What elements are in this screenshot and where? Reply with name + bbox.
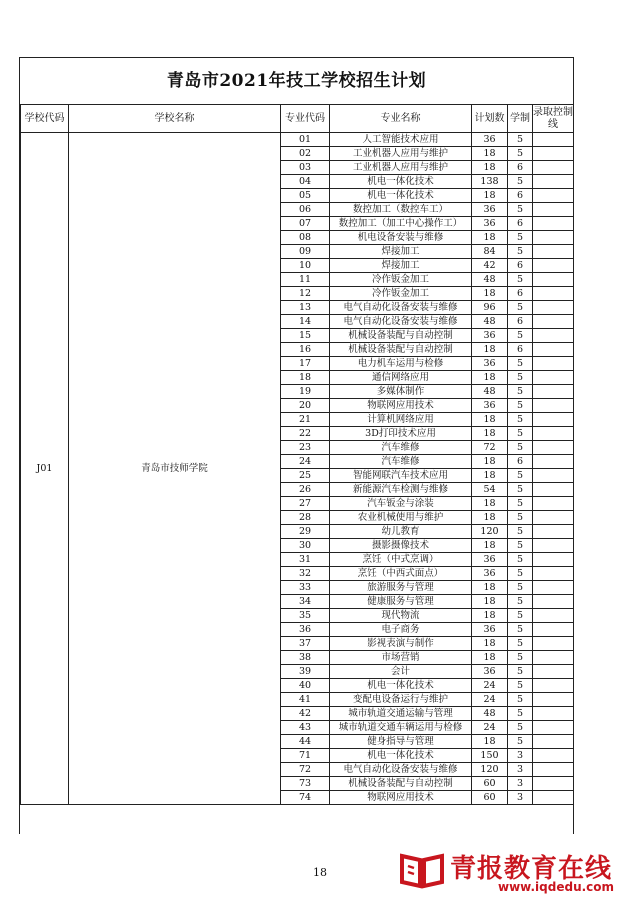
duration-cell: 5	[508, 231, 533, 245]
major-name-cell: 工业机器人应用与维护	[330, 147, 472, 161]
plan-count-cell: 36	[472, 623, 508, 637]
major-code-cell: 14	[281, 315, 330, 329]
header-major-code: 专业代码	[281, 105, 330, 133]
major-code-cell: 33	[281, 581, 330, 595]
plan-count-cell: 36	[472, 665, 508, 679]
duration-cell: 5	[508, 581, 533, 595]
score-line-cell	[533, 399, 574, 413]
plan-count-cell: 18	[472, 539, 508, 553]
duration-cell: 5	[508, 679, 533, 693]
major-name-cell: 冷作钣金加工	[330, 273, 472, 287]
plan-count-cell: 18	[472, 511, 508, 525]
plan-count-cell: 36	[472, 357, 508, 371]
duration-cell: 3	[508, 777, 533, 791]
plan-count-cell: 42	[472, 259, 508, 273]
major-name-cell: 数控加工（数控车工）	[330, 203, 472, 217]
major-code-cell: 40	[281, 679, 330, 693]
major-code-cell: 17	[281, 357, 330, 371]
duration-cell: 5	[508, 399, 533, 413]
duration-cell: 6	[508, 287, 533, 301]
major-code-cell: 16	[281, 343, 330, 357]
score-line-cell	[533, 273, 574, 287]
major-code-cell: 18	[281, 371, 330, 385]
duration-cell: 5	[508, 441, 533, 455]
major-code-cell: 43	[281, 721, 330, 735]
score-line-cell	[533, 175, 574, 189]
major-code-cell: 73	[281, 777, 330, 791]
duration-cell: 5	[508, 469, 533, 483]
duration-cell: 5	[508, 357, 533, 371]
header-score-line: 录取控制线	[533, 105, 574, 133]
score-line-cell	[533, 595, 574, 609]
major-name-cell: 物联网应用技术	[330, 399, 472, 413]
plan-count-cell: 120	[472, 763, 508, 777]
score-line-cell	[533, 357, 574, 371]
page-number: 18	[313, 866, 327, 879]
duration-cell: 6	[508, 343, 533, 357]
duration-cell: 5	[508, 735, 533, 749]
plan-count-cell: 18	[472, 427, 508, 441]
major-name-cell: 冷作钣金加工	[330, 287, 472, 301]
major-code-cell: 03	[281, 161, 330, 175]
score-line-cell	[533, 777, 574, 791]
plan-count-cell: 18	[472, 651, 508, 665]
watermark-url: www.iqdedu.com	[498, 880, 615, 894]
header-school-code: 学校代码	[21, 105, 69, 133]
plan-count-cell: 84	[472, 245, 508, 259]
score-line-cell	[533, 567, 574, 581]
major-code-cell: 24	[281, 455, 330, 469]
duration-cell: 5	[508, 371, 533, 385]
major-name-cell: 人工智能技术应用	[330, 133, 472, 147]
duration-cell: 5	[508, 273, 533, 287]
score-line-cell	[533, 511, 574, 525]
major-code-cell: 06	[281, 203, 330, 217]
major-name-cell: 机电一体化技术	[330, 679, 472, 693]
major-name-cell: 焊接加工	[330, 245, 472, 259]
major-name-cell: 机械设备装配与自动控制	[330, 329, 472, 343]
book-logo-icon	[398, 850, 446, 890]
major-name-cell: 通信网络应用	[330, 371, 472, 385]
major-name-cell: 烹饪（中西式面点）	[330, 567, 472, 581]
major-code-cell: 71	[281, 749, 330, 763]
major-name-cell: 幼儿教育	[330, 525, 472, 539]
plan-count-cell: 36	[472, 399, 508, 413]
major-code-cell: 37	[281, 637, 330, 651]
score-line-cell	[533, 343, 574, 357]
score-line-cell	[533, 483, 574, 497]
major-name-cell: 影视表演与制作	[330, 637, 472, 651]
duration-cell: 5	[508, 301, 533, 315]
major-code-cell: 10	[281, 259, 330, 273]
plan-count-cell: 18	[472, 637, 508, 651]
major-code-cell: 35	[281, 609, 330, 623]
plan-count-cell: 54	[472, 483, 508, 497]
score-line-cell	[533, 161, 574, 175]
watermark	[398, 846, 634, 900]
plan-count-cell: 18	[472, 287, 508, 301]
score-line-cell	[533, 609, 574, 623]
major-name-cell: 汽车维修	[330, 455, 472, 469]
duration-cell: 5	[508, 385, 533, 399]
score-line-cell	[533, 525, 574, 539]
major-name-cell: 会计	[330, 665, 472, 679]
plan-count-cell: 138	[472, 175, 508, 189]
score-line-cell	[533, 427, 574, 441]
major-name-cell: 城市轨道交通车辆运用与检修	[330, 721, 472, 735]
duration-cell: 6	[508, 161, 533, 175]
plan-count-cell: 36	[472, 553, 508, 567]
plan-count-cell: 48	[472, 385, 508, 399]
major-name-cell: 健身指导与管理	[330, 735, 472, 749]
major-code-cell: 15	[281, 329, 330, 343]
major-code-cell: 04	[281, 175, 330, 189]
score-line-cell	[533, 637, 574, 651]
score-line-cell	[533, 147, 574, 161]
major-code-cell: 25	[281, 469, 330, 483]
major-name-cell: 数控加工（加工中心操作工）	[330, 217, 472, 231]
admission-plan-sheet	[19, 57, 574, 834]
score-line-cell	[533, 721, 574, 735]
score-line-cell	[533, 203, 574, 217]
major-code-cell: 12	[281, 287, 330, 301]
major-code-cell: 39	[281, 665, 330, 679]
major-name-cell: 计算机网络应用	[330, 413, 472, 427]
score-line-cell	[533, 413, 574, 427]
major-name-cell: 工业机器人应用与维护	[330, 161, 472, 175]
major-name-cell: 电气自动化设备安装与维修	[330, 301, 472, 315]
major-name-cell: 物联网应用技术	[330, 791, 472, 805]
major-name-cell: 机电一体化技术	[330, 749, 472, 763]
plan-count-cell: 72	[472, 441, 508, 455]
plan-count-cell: 36	[472, 133, 508, 147]
duration-cell: 6	[508, 315, 533, 329]
plan-count-cell: 24	[472, 721, 508, 735]
plan-count-cell: 18	[472, 735, 508, 749]
major-name-cell: 现代物流	[330, 609, 472, 623]
major-name-cell: 机械设备装配与自动控制	[330, 343, 472, 357]
major-name-cell: 电子商务	[330, 623, 472, 637]
school-name-cell: 青岛市技师学院	[69, 133, 281, 805]
score-line-cell	[533, 539, 574, 553]
duration-cell: 5	[508, 497, 533, 511]
plan-count-cell: 18	[472, 371, 508, 385]
plan-count-cell: 24	[472, 679, 508, 693]
score-line-cell	[533, 497, 574, 511]
duration-cell: 3	[508, 763, 533, 777]
major-code-cell: 22	[281, 427, 330, 441]
duration-cell: 3	[508, 749, 533, 763]
duration-cell: 5	[508, 483, 533, 497]
duration-cell: 5	[508, 637, 533, 651]
major-code-cell: 72	[281, 763, 330, 777]
plan-count-cell: 18	[472, 343, 508, 357]
score-line-cell	[533, 679, 574, 693]
plan-count-cell: 36	[472, 329, 508, 343]
plan-count-cell: 18	[472, 147, 508, 161]
major-name-cell: 城市轨道交通运输与管理	[330, 707, 472, 721]
major-name-cell: 电力机车运用与检修	[330, 357, 472, 371]
duration-cell: 5	[508, 693, 533, 707]
plan-count-cell: 18	[472, 581, 508, 595]
major-code-cell: 21	[281, 413, 330, 427]
score-line-cell	[533, 385, 574, 399]
score-line-cell	[533, 259, 574, 273]
page-title: 青岛市2021年技工学校招生计划	[20, 58, 573, 105]
duration-cell: 5	[508, 651, 533, 665]
major-code-cell: 30	[281, 539, 330, 553]
score-line-cell	[533, 749, 574, 763]
duration-cell: 6	[508, 455, 533, 469]
score-line-cell	[533, 469, 574, 483]
major-name-cell: 机械设备装配与自动控制	[330, 777, 472, 791]
major-name-cell: 烹饪（中式烹调）	[330, 553, 472, 567]
major-code-cell: 02	[281, 147, 330, 161]
plan-count-cell: 48	[472, 273, 508, 287]
major-name-cell: 多媒体制作	[330, 385, 472, 399]
duration-cell: 5	[508, 623, 533, 637]
score-line-cell	[533, 693, 574, 707]
major-code-cell: 29	[281, 525, 330, 539]
duration-cell: 3	[508, 791, 533, 805]
header-major-name: 专业名称	[330, 105, 472, 133]
major-code-cell: 05	[281, 189, 330, 203]
duration-cell: 5	[508, 525, 533, 539]
duration-cell: 5	[508, 203, 533, 217]
major-code-cell: 28	[281, 511, 330, 525]
plan-count-cell: 96	[472, 301, 508, 315]
major-code-cell: 23	[281, 441, 330, 455]
major-code-cell: 74	[281, 791, 330, 805]
score-line-cell	[533, 623, 574, 637]
plan-count-cell: 18	[472, 595, 508, 609]
score-line-cell	[533, 189, 574, 203]
plan-count-cell: 60	[472, 791, 508, 805]
major-code-cell: 13	[281, 301, 330, 315]
major-code-cell: 07	[281, 217, 330, 231]
duration-cell: 5	[508, 245, 533, 259]
duration-cell: 5	[508, 427, 533, 441]
duration-cell: 5	[508, 609, 533, 623]
plan-count-cell: 48	[472, 707, 508, 721]
score-line-cell	[533, 301, 574, 315]
major-name-cell: 3D打印技术应用	[330, 427, 472, 441]
duration-cell: 6	[508, 259, 533, 273]
major-name-cell: 汽车维修	[330, 441, 472, 455]
duration-cell: 5	[508, 721, 533, 735]
major-name-cell: 焊接加工	[330, 259, 472, 273]
plan-count-cell: 18	[472, 189, 508, 203]
major-name-cell: 电气自动化设备安装与维修	[330, 763, 472, 777]
plan-count-cell: 48	[472, 315, 508, 329]
duration-cell: 5	[508, 539, 533, 553]
duration-cell: 5	[508, 147, 533, 161]
score-line-cell	[533, 791, 574, 805]
score-line-cell	[533, 651, 574, 665]
major-code-cell: 38	[281, 651, 330, 665]
plan-count-cell: 120	[472, 525, 508, 539]
plan-count-cell: 60	[472, 777, 508, 791]
major-name-cell: 旅游服务与管理	[330, 581, 472, 595]
score-line-cell	[533, 231, 574, 245]
score-line-cell	[533, 245, 574, 259]
major-code-cell: 27	[281, 497, 330, 511]
duration-cell: 5	[508, 595, 533, 609]
major-code-cell: 34	[281, 595, 330, 609]
major-name-cell: 变配电设备运行与维护	[330, 693, 472, 707]
score-line-cell	[533, 133, 574, 147]
major-code-cell: 31	[281, 553, 330, 567]
watermark-brand: 青报教育在线	[450, 854, 613, 884]
header-school-name: 学校名称	[69, 105, 281, 133]
duration-cell: 5	[508, 665, 533, 679]
plan-count-cell: 150	[472, 749, 508, 763]
duration-cell: 5	[508, 707, 533, 721]
major-code-cell: 32	[281, 567, 330, 581]
table-body	[21, 133, 574, 805]
score-line-cell	[533, 329, 574, 343]
major-name-cell: 电气自动化设备安装与维修	[330, 315, 472, 329]
plan-count-cell: 18	[472, 497, 508, 511]
table-row	[21, 133, 574, 147]
admission-plan-table	[20, 104, 574, 805]
duration-cell: 5	[508, 329, 533, 343]
duration-cell: 5	[508, 511, 533, 525]
duration-cell: 6	[508, 189, 533, 203]
major-name-cell: 摄影摄像技术	[330, 539, 472, 553]
score-line-cell	[533, 455, 574, 469]
major-code-cell: 20	[281, 399, 330, 413]
duration-cell: 5	[508, 133, 533, 147]
major-code-cell: 41	[281, 693, 330, 707]
major-code-cell: 42	[281, 707, 330, 721]
plan-count-cell: 18	[472, 413, 508, 427]
plan-count-cell: 36	[472, 567, 508, 581]
header-duration: 学制	[508, 105, 533, 133]
score-line-cell	[533, 763, 574, 777]
plan-count-cell: 36	[472, 203, 508, 217]
major-name-cell: 新能源汽车检测与维修	[330, 483, 472, 497]
plan-count-cell: 18	[472, 469, 508, 483]
major-code-cell: 19	[281, 385, 330, 399]
major-code-cell: 01	[281, 133, 330, 147]
major-code-cell: 11	[281, 273, 330, 287]
school-code-cell: J01	[21, 133, 69, 805]
table-header-row	[21, 105, 574, 133]
plan-count-cell: 36	[472, 217, 508, 231]
major-name-cell: 健康服务与管理	[330, 595, 472, 609]
score-line-cell	[533, 707, 574, 721]
major-name-cell: 机电设备安装与维修	[330, 231, 472, 245]
major-code-cell: 09	[281, 245, 330, 259]
score-line-cell	[533, 553, 574, 567]
plan-count-cell: 18	[472, 609, 508, 623]
duration-cell: 6	[508, 217, 533, 231]
score-line-cell	[533, 315, 574, 329]
major-name-cell: 机电一体化技术	[330, 189, 472, 203]
header-plan-count: 计划数	[472, 105, 508, 133]
score-line-cell	[533, 371, 574, 385]
score-line-cell	[533, 581, 574, 595]
major-name-cell: 农业机械使用与维护	[330, 511, 472, 525]
plan-count-cell: 18	[472, 231, 508, 245]
score-line-cell	[533, 287, 574, 301]
major-code-cell: 26	[281, 483, 330, 497]
score-line-cell	[533, 441, 574, 455]
duration-cell: 5	[508, 413, 533, 427]
duration-cell: 5	[508, 553, 533, 567]
major-name-cell: 智能网联汽车技术应用	[330, 469, 472, 483]
duration-cell: 5	[508, 175, 533, 189]
major-name-cell: 汽车钣金与涂装	[330, 497, 472, 511]
major-code-cell: 36	[281, 623, 330, 637]
duration-cell: 5	[508, 567, 533, 581]
plan-count-cell: 18	[472, 161, 508, 175]
score-line-cell	[533, 735, 574, 749]
major-name-cell: 市场营销	[330, 651, 472, 665]
score-line-cell	[533, 665, 574, 679]
major-code-cell: 44	[281, 735, 330, 749]
major-name-cell: 机电一体化技术	[330, 175, 472, 189]
major-code-cell: 08	[281, 231, 330, 245]
plan-count-cell: 24	[472, 693, 508, 707]
score-line-cell	[533, 217, 574, 231]
plan-count-cell: 18	[472, 455, 508, 469]
